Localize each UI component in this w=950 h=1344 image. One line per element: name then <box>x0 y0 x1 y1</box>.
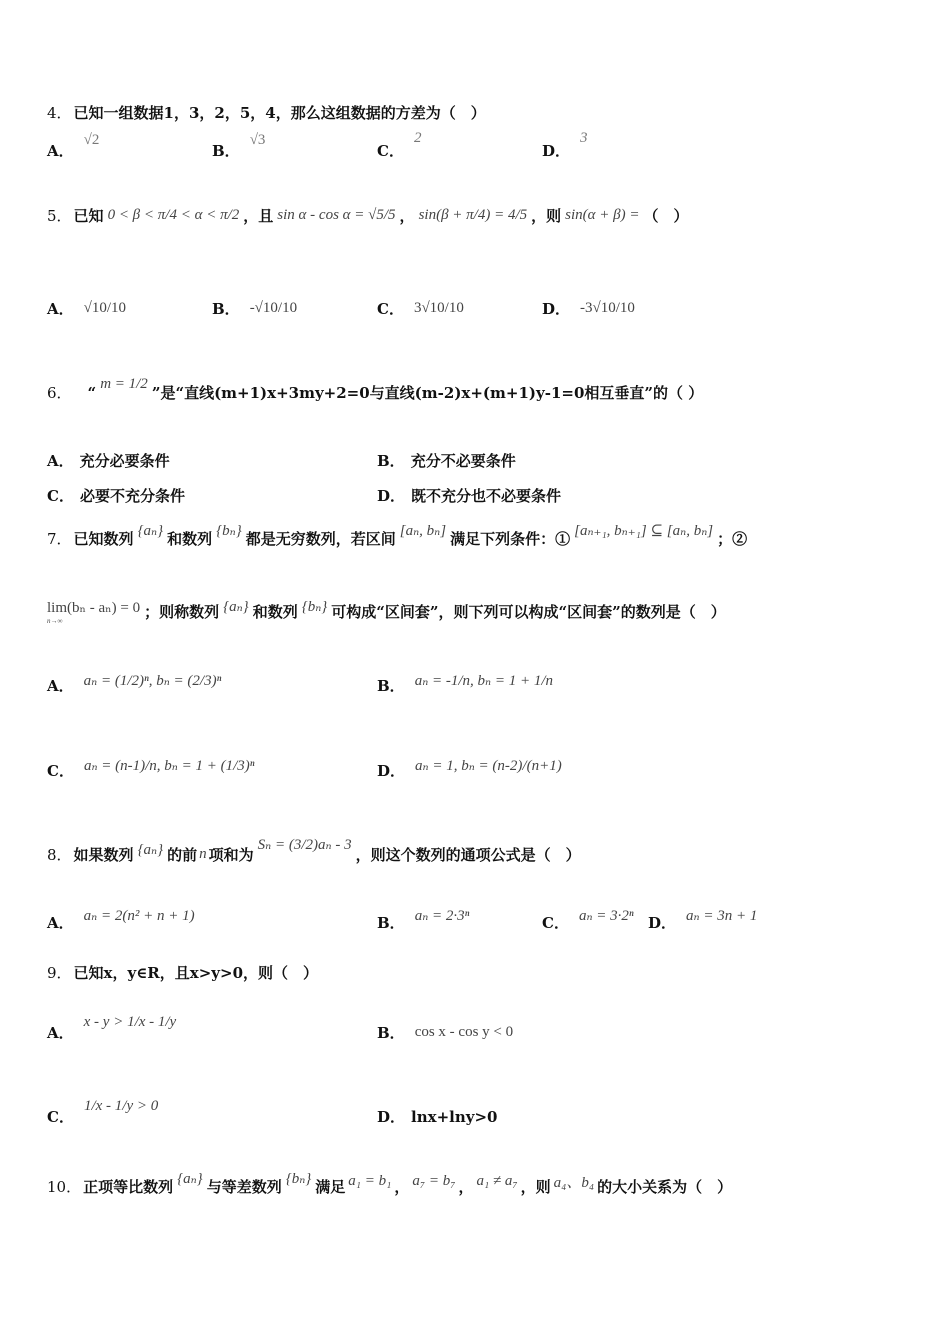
option-value: lnx+lny>0 <box>411 1107 498 1126</box>
option-d[interactable] <box>542 298 635 319</box>
option-value: 2 <box>413 130 422 146</box>
option-b[interactable] <box>377 450 516 471</box>
option-value: 3 <box>580 130 588 146</box>
option-a[interactable] <box>47 298 126 319</box>
option-value: 必要不充分条件 <box>79 487 185 505</box>
option-label: D． <box>377 487 406 505</box>
option-a[interactable] <box>47 132 100 161</box>
option-value: aₙ = 2·3ⁿ <box>414 908 470 924</box>
option-value: aₙ = (n-1)/n, bₙ = 1 + (1/3)ⁿ <box>83 758 255 774</box>
stem-part: 如果数列 <box>73 846 134 864</box>
stem-part: ，则 <box>520 1178 551 1196</box>
option-value: -3√10/10 <box>580 300 635 316</box>
question-number: 7． <box>47 530 72 548</box>
option-c[interactable] <box>47 1098 159 1127</box>
question-number: 8． <box>47 846 72 864</box>
sequence-a: {aₙ} <box>137 523 164 539</box>
sequence-a: {aₙ} <box>137 842 164 858</box>
condition-3: sin(β + π/4) = 4/5 <box>418 207 528 223</box>
condition-2 <box>47 598 140 625</box>
option-label: B． <box>212 300 240 318</box>
question-stem: ”是“直线(m+1)x+3my+2=0与直线(m-2)x+(m+1)y-1=0相互垂直”的（ ） <box>151 384 704 402</box>
option-label: B． <box>377 914 405 932</box>
sum-formula: Sₙ = (3/2)aₙ - 3 <box>257 837 352 853</box>
condition-2: sin α - cos α = √5/5 <box>277 207 396 223</box>
stem-part: 与等差数列 <box>206 1178 282 1196</box>
condition-1: a₁ = b₁ <box>348 1173 392 1189</box>
option-label: D． <box>542 300 571 318</box>
option-label: B． <box>377 677 405 695</box>
option-value: -√10/10 <box>249 300 298 316</box>
question-8 <box>47 837 581 865</box>
option-b[interactable] <box>377 908 470 933</box>
option-label: A． <box>47 142 74 160</box>
option-value: √10/10 <box>83 300 127 316</box>
option-value: √2 <box>83 132 100 148</box>
question-stem: 已知一组数据1，3，2，5，4，那么这组数据的方差为（ ） <box>73 104 486 122</box>
question-7-line-2 <box>47 598 726 625</box>
sequence-b: {bₙ} <box>285 1171 312 1187</box>
interval: [aₙ, bₙ] <box>399 523 447 539</box>
question-number: 4． <box>47 104 72 122</box>
limit-expression: lim(bₙ - aₙ) = 0 <box>47 600 141 616</box>
option-value: 1/x - 1/y > 0 <box>83 1098 159 1114</box>
option-d[interactable] <box>377 485 561 506</box>
option-a[interactable] <box>47 1014 177 1043</box>
option-c[interactable] <box>47 485 185 506</box>
option-label: D． <box>648 914 677 932</box>
option-a[interactable] <box>47 675 221 696</box>
option-value: cos x - cos y < 0 <box>414 1024 514 1040</box>
stem-part: 已知 <box>73 207 104 225</box>
option-b[interactable] <box>212 132 266 161</box>
question-5: 5． 已知 0 < β < π/4 < α < π/2 ，且 sin α - cos α = √5/5 ， sin(β + π/4) = 4/5 ，则 sin(α + β) = （ ） <box>47 207 689 225</box>
option-a[interactable] <box>47 450 170 471</box>
stem-part: 正项等比数列 <box>83 1178 174 1196</box>
option-label: B． <box>212 142 240 160</box>
option-value: 充分不必要条件 <box>410 452 516 470</box>
option-b[interactable] <box>212 298 297 319</box>
variable-n: n <box>199 846 207 862</box>
stem-part: 的大小关系为（ ） <box>597 1178 733 1196</box>
condition-2: a₇ = b₇ <box>412 1173 456 1189</box>
stem-part: 可构成“区间套”，则下列可以构成“区间套”的数列是（ ） <box>331 603 726 621</box>
option-label: C． <box>377 142 404 160</box>
stem-part: 项和为 <box>208 846 254 864</box>
option-label: D． <box>377 1108 406 1126</box>
sequence-a: {aₙ} <box>223 599 249 615</box>
option-b[interactable] <box>377 675 553 696</box>
option-label: C． <box>542 914 569 932</box>
option-label: A． <box>47 1024 74 1042</box>
option-d[interactable] <box>377 1106 497 1127</box>
question-number: 9． <box>47 964 72 982</box>
question-6 <box>47 376 704 403</box>
question-4 <box>47 102 486 123</box>
option-value: 充分必要条件 <box>79 452 170 470</box>
option-d[interactable] <box>377 760 562 781</box>
open-quote: “ <box>87 383 97 402</box>
option-c[interactable] <box>377 130 422 161</box>
option-label: C． <box>47 487 74 505</box>
question-9 <box>47 962 318 983</box>
sequence-b: {bₙ} <box>216 523 242 539</box>
condition: m = 1/2 <box>100 376 148 392</box>
stem-part: ，则 <box>531 207 562 225</box>
stem-part: 已知数列 <box>73 530 134 548</box>
option-label: B． <box>377 1024 405 1042</box>
stem-part: 和数列 <box>167 530 213 548</box>
option-value: 既不充分也不必要条件 <box>411 487 562 505</box>
question-7 <box>47 523 748 549</box>
compare-terms: a₄、b₄ <box>553 1175 595 1191</box>
option-value: 3√10/10 <box>413 300 464 316</box>
stem-part: ，且 <box>243 207 274 225</box>
stem-part: ；则称数列 <box>144 603 220 621</box>
question-number: 10． <box>47 1178 82 1196</box>
question-10: 10． 正项等比数列 {aₙ} 与等差数列 {bₙ} 满足 a₁ = b₁ ， a₇ = b₇ ， a₁ ≠ a₇ ，则 a₄、b₄ 的大小关系为（ ） <box>47 1171 733 1196</box>
option-value: aₙ = 1, bₙ = (n-2)/(n+1) <box>415 758 562 774</box>
option-a[interactable] <box>47 908 195 933</box>
sequence-a: {aₙ} <box>177 1171 203 1187</box>
option-d[interactable] <box>648 908 758 933</box>
option-label: D． <box>377 762 406 780</box>
option-c[interactable] <box>542 908 634 933</box>
option-value: aₙ = 3·2ⁿ <box>578 908 634 924</box>
option-value: aₙ = 3n + 1 <box>686 908 758 924</box>
option-value: x - y > 1/x - 1/y <box>83 1014 177 1030</box>
stem-part: 的前 <box>167 846 198 864</box>
ask: sin(α + β) = <box>565 207 640 223</box>
stem-part: 满足下列条件：① <box>450 530 571 548</box>
condition-1: [aₙ₊₁, bₙ₊₁] ⊆ [aₙ, bₙ] <box>574 523 714 539</box>
stem-part: ，则这个数列的通项公式是（ ） <box>355 846 581 864</box>
option-value: aₙ = 2(n² + n + 1) <box>83 908 195 924</box>
stem-part: 都是无穷数列，若区间 <box>245 530 396 548</box>
option-label: C． <box>47 1108 74 1126</box>
option-value: aₙ = (1/2)ⁿ, bₙ = (2/3)ⁿ <box>83 673 222 689</box>
option-label: A． <box>47 677 74 695</box>
option-label: A． <box>47 452 74 470</box>
stem-part: 满足 <box>315 1178 346 1196</box>
option-label: B． <box>377 452 405 470</box>
option-value: aₙ = -1/n, bₙ = 1 + 1/n <box>414 673 554 689</box>
option-c[interactable] <box>47 760 255 781</box>
condition-1: 0 < β < π/4 < α < π/2 <box>107 207 240 223</box>
option-b[interactable] <box>377 1022 513 1043</box>
question-number: 6． <box>47 384 72 402</box>
stem-part: 和数列 <box>252 603 298 621</box>
limit-subscript: n→∞ <box>47 617 63 625</box>
option-label: D． <box>542 142 571 160</box>
condition-3: a₁ ≠ a₇ <box>476 1173 518 1189</box>
question-stem: 已知x，y∈R，且x>y>0，则（ ） <box>73 964 319 982</box>
option-c[interactable] <box>377 298 464 319</box>
stem-part: ；② <box>717 530 748 548</box>
option-label: A． <box>47 300 74 318</box>
option-d[interactable] <box>542 130 588 161</box>
sequence-b: {bₙ} <box>301 599 328 615</box>
question-number: 5． <box>47 207 72 225</box>
option-label: C． <box>47 762 74 780</box>
option-label: A． <box>47 914 74 932</box>
stem-part: （ ） <box>643 207 689 225</box>
option-label: C． <box>377 300 404 318</box>
option-value: √3 <box>249 132 266 148</box>
